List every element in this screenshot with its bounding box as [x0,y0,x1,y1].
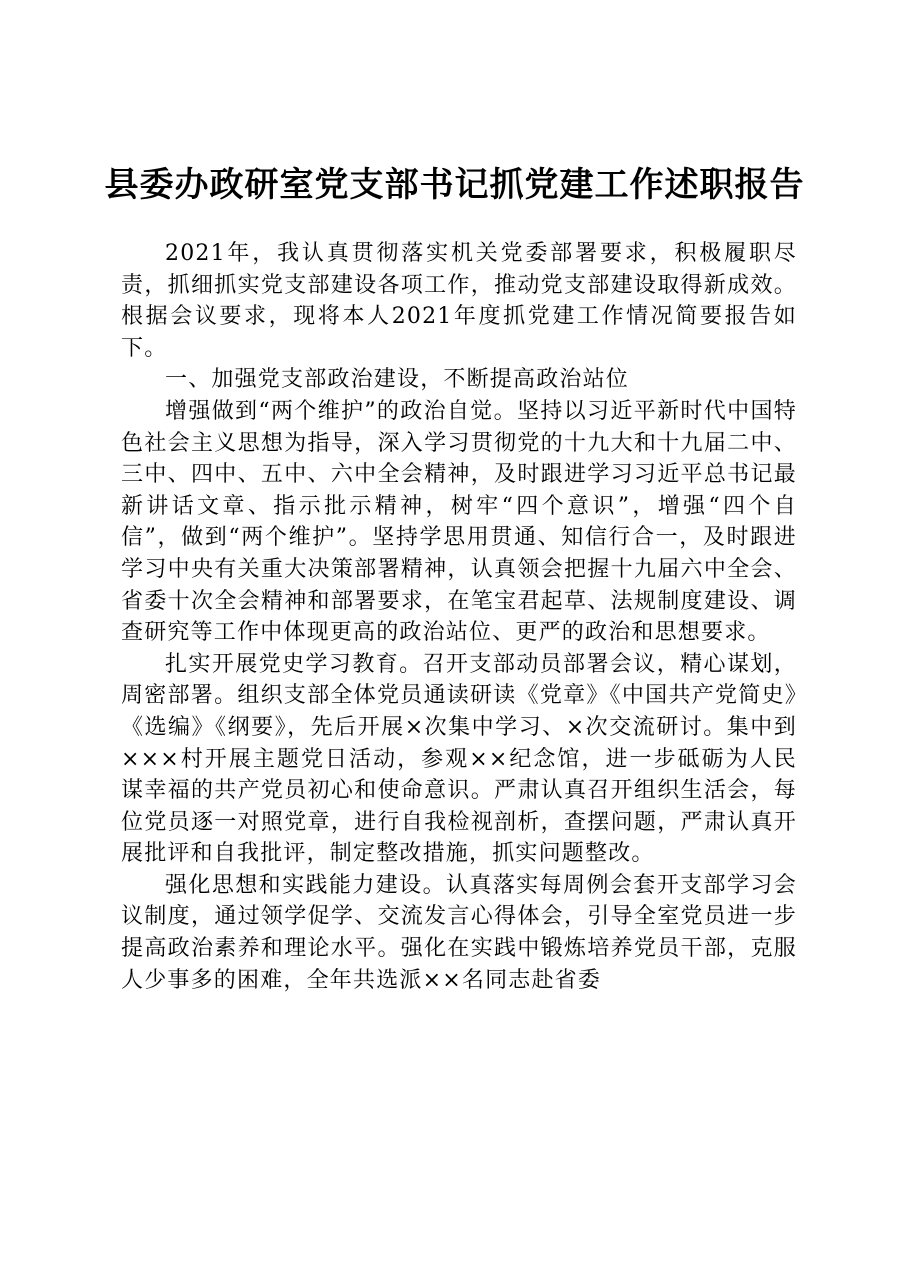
section-heading-1: 一、加强党支部政治建设，不断提高政治站位 [165,367,630,393]
document-title: 县委办政研室党支部书记抓党建工作述职报告 [104,165,805,205]
document-body [121,238,797,996]
paragraph-political-awareness: 增强做到“两个维护”的政治自觉。坚持以习近平新时代中国特色社会主义思想为指导，深入学习贯彻党的十九大和十九届二中、三中、四中、五中、六中全会精神，及时跟进学习习近平总书记最新讲话文章、指示批示精神，树牢“四个意识”，增强“四个自信”，做到“两个维护”。坚持学思用贯通、知信行合一，及时跟进学习中央有关重大决策部署精神，认真领会把握十九届六中全会、省委十次全会精神和部署要求，在笔宝君起草、法规制度建设、调查研究等工作中体现更高的政治站位、更严的政治和思想要求。 [121,398,797,646]
paragraph-party-history-education: 扎实开展党史学习教育。召开支部动员部署会议，精心谋划，周密部署。组织支部全体党员通读研读《党章》《中国共产党简史》《选编》《纲要》，先后开展×次集中学习、×次交流研讨。集中到×××村开展主题党日活动，参观××纪念馆，进一步砥砺为人民谋幸福的共产党员初心和使命意识。严肃认真召开组织生活会，每位党员逐一对照党章，进行自我检视剖析，查摆问题，严肃认真开展批评和自我批评，制定整改措施，抓实问题整改。 [121,651,797,867]
paragraph-capability-building: 强化思想和实践能力建设。认真落实每周例会套开支部学习会议制度，通过领学促学、交流发言心得体会，引导全室党员进一步提高政治素养和理论水平。强化在实践中锻炼培养党员干部，克服人少事多的困难，全年共选派××名同志赴省委 [121,872,797,993]
paragraph-intro: 2021年，我认真贯彻落实机关党委部署要求，积极履职尽责，抓细抓实党支部建设各项工作，推动党支部建设取得新成效。根据会议要求，现将本人2021年度抓党建工作情况简要报告如下。 [121,241,797,361]
